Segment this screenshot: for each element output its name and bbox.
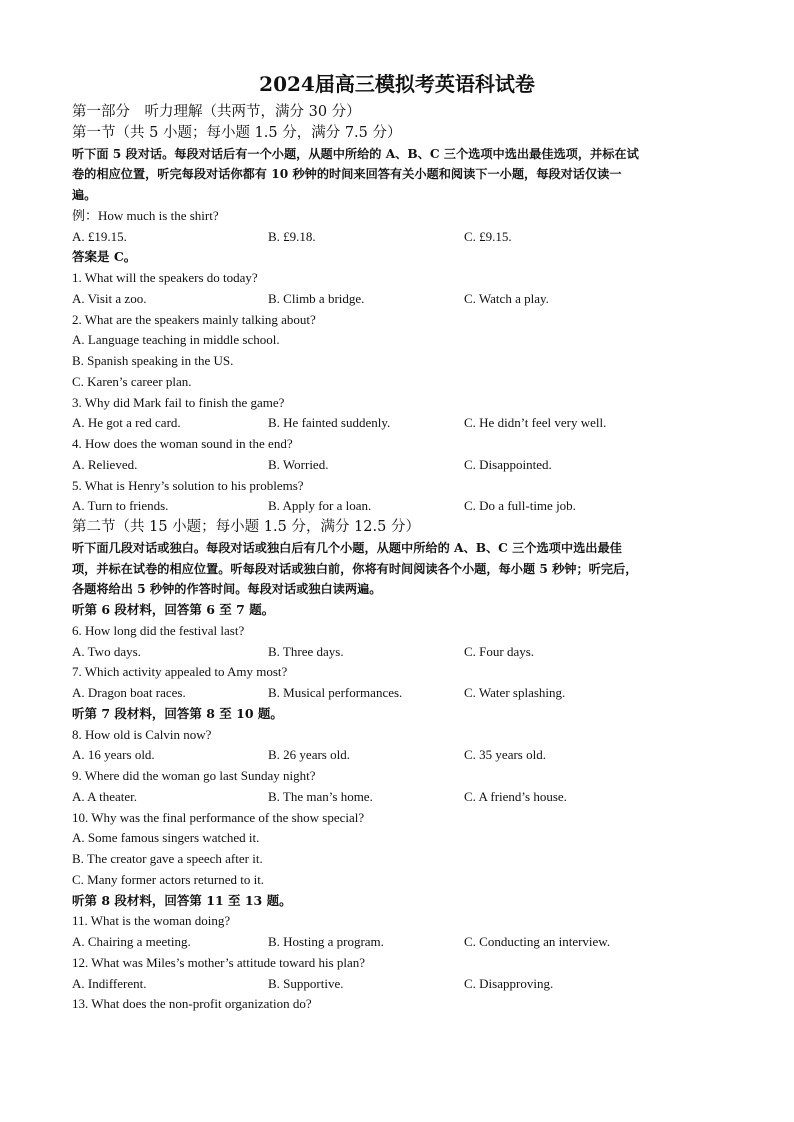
material-6-heading: 听第 6 段材料，回答第 6 至 7 题。 [72, 602, 275, 617]
question-13: 13. What does the non-profit organization do? [72, 996, 312, 1012]
question-9-options [72, 787, 722, 808]
option-a: A. Language teaching in middle school. [72, 332, 280, 348]
option-b: B. Apply for a loan. [268, 498, 372, 514]
section2-instruction-line-2: 项，并标在试卷的相应位置。听每段对话或独白前，你将有时间阅读各个小题，每小题 5 秒钟；听完后， [72, 561, 638, 576]
question-6: 6. How long did the festival last? [72, 622, 245, 638]
option-c: C. Do a full-time job. [464, 498, 576, 514]
option-b: B. £9.18. [268, 228, 316, 244]
question-5: 5. What is Henry’s solution to his problems? [72, 477, 304, 493]
part1-heading: 第一部分 听力理解（共两节，满分 30 分） [72, 104, 361, 120]
option-c: C. Water splashing. [464, 685, 566, 700]
section1-instruction-line-2: 卷的相应位置，听完每段对话你都有 10 秒钟的时间来回答有关小题和阅读下一小题，每段对话仅读一 [72, 167, 622, 182]
option-c: C. Many former actors returned to it. [72, 871, 265, 887]
question-7: 7. Which activity appealed to Amy most? [72, 664, 288, 680]
option-b: B. Hosting a program. [268, 934, 384, 949]
section2-instruction-line-3: 各题将给出 5 秒钟的作答时间。每段对话或独白读两遍。 [72, 582, 382, 597]
exam-title: 2024届高三模拟考英语科试卷 [259, 72, 535, 96]
question-10: 10. Why was the final performance of the show special? [72, 809, 365, 825]
option-c: C. £9.15. [464, 228, 512, 244]
option-a: A. Indifferent. [72, 975, 147, 991]
question-3: 3. Why did Mark fail to finish the game? [72, 394, 285, 410]
option-c: C. Disapproving. [464, 975, 554, 991]
option-a: A. Relieved. [72, 456, 138, 472]
option-a: A. Two days. [72, 643, 141, 659]
question-8: 8. How old is Calvin now? [72, 726, 212, 742]
question-3-options [72, 413, 722, 434]
question-7-options [72, 683, 722, 704]
option-c: C. He didn’t feel very well. [464, 415, 607, 431]
section2-heading: 第二节（共 15 小题；每小题 1.5 分，满分 12.5 分） [72, 519, 420, 535]
example-options [72, 227, 722, 248]
question-6-options [72, 642, 722, 663]
question-2: 2. What are the speakers mainly talking about? [72, 311, 316, 327]
option-b: B. Worried. [268, 456, 329, 472]
example-answer: 答案是 C。 [72, 249, 137, 265]
section1-instruction-line-1: 听下面 5 段对话。每段对话后有一个小题，从题中所给的 A、B、C 三个选项中选出最佳选项，并标在试 [72, 146, 639, 161]
question-5-options [72, 496, 722, 517]
option-b: B. He fainted suddenly. [268, 415, 391, 431]
option-a: A. Dragon boat races. [72, 685, 186, 700]
option-a: A. A theater. [72, 788, 137, 804]
option-c: C. Watch a play. [464, 290, 549, 306]
question-11-options [72, 932, 722, 953]
example-question: 例：How much is the shirt? [72, 207, 219, 223]
option-a: A. Chairing a meeting. [72, 934, 191, 949]
option-c: C. Four days. [464, 643, 535, 659]
option-c: C. 35 years old. [464, 747, 546, 763]
question-8-options [72, 745, 722, 766]
question-12-options [72, 974, 722, 995]
option-b: B. Spanish speaking in the US. [72, 353, 234, 368]
option-c: C. Disappointed. [464, 456, 552, 472]
section2-instruction-line-1: 听下面几段对话或独白。每段对话或独白后有几个小题，从题中所给的 A、B、C 三个选项中选出最佳 [72, 540, 622, 555]
material-7-heading: 听第 7 段材料，回答第 8 至 10 题。 [72, 705, 283, 721]
material-8-heading: 听第 8 段材料，回答第 11 至 13 题。 [72, 892, 292, 908]
option-b: B. The creator gave a speech after it. [72, 851, 263, 866]
option-c: C. A friend’s house. [464, 788, 567, 804]
option-a: A. He got a red card. [72, 415, 181, 431]
question-4-options [72, 455, 722, 476]
exam-content [72, 102, 722, 1015]
section1-instruction-line-3: 遍。 [72, 188, 97, 202]
option-c: C. Conducting an interview. [464, 934, 611, 949]
option-a: A. Some famous singers watched it. [72, 830, 260, 846]
option-a: A. £19.15. [72, 228, 127, 244]
question-4: 4. How does the woman sound in the end? [72, 436, 293, 451]
question-12: 12. What was Miles’s mother’s attitude toward his plan? [72, 954, 366, 970]
question-11: 11. What is the woman doing? [72, 913, 231, 929]
option-a: A. 16 years old. [72, 747, 155, 763]
question-1: 1. What will the speakers do today? [72, 270, 258, 285]
option-a: A. Turn to friends. [72, 498, 169, 514]
option-c: C. Karen’s career plan. [72, 373, 192, 389]
option-b: B. Musical performances. [268, 685, 403, 700]
option-b: B. Climb a bridge. [268, 290, 365, 306]
option-b: B. Supportive. [268, 975, 344, 991]
option-a: A. Visit a zoo. [72, 290, 147, 306]
question-1-options [72, 289, 722, 310]
option-b: B. The man’s home. [268, 788, 373, 804]
section1-heading: 第一节（共 5 小题；每小题 1.5 分，满分 7.5 分） [72, 124, 402, 141]
option-b: B. 26 years old. [268, 747, 350, 763]
question-9: 9. Where did the woman go last Sunday night? [72, 768, 316, 783]
option-b: B. Three days. [268, 643, 344, 659]
